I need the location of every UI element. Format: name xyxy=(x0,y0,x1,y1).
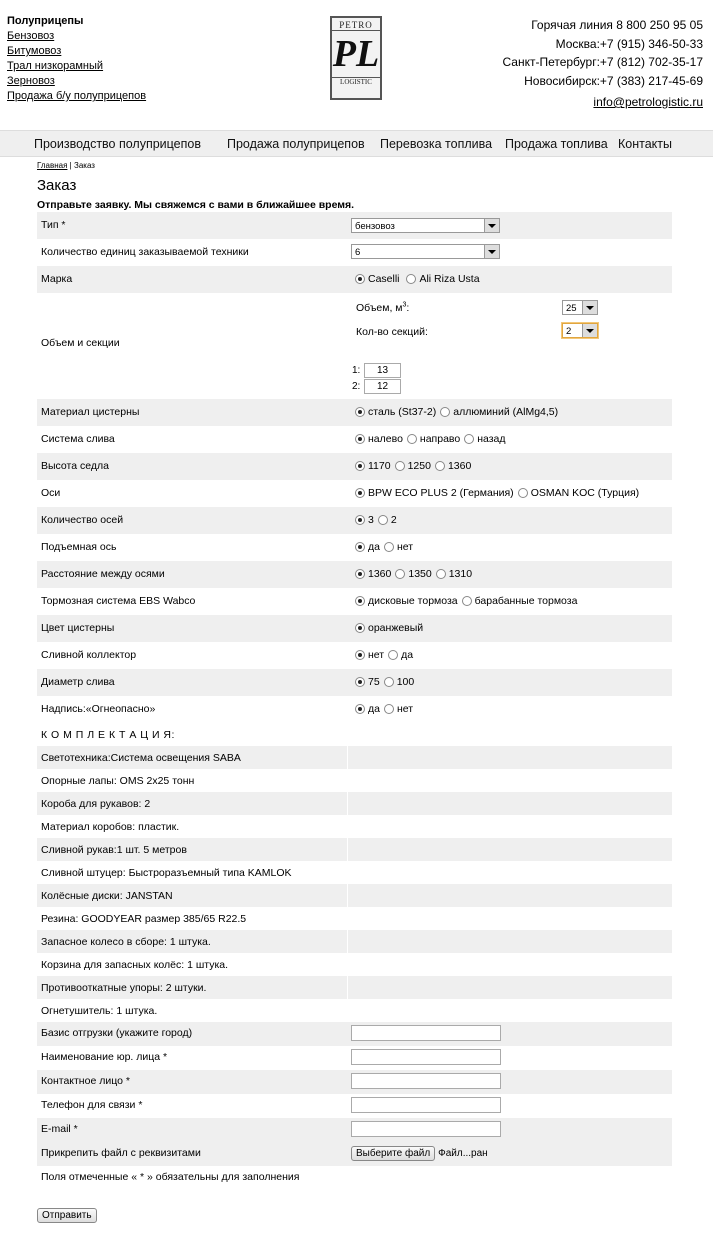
radio-option xyxy=(407,433,460,445)
radio-button[interactable] xyxy=(462,596,472,606)
main-nav xyxy=(0,130,713,157)
radio-option-label: назад xyxy=(477,433,506,446)
quantity-select-value: 6 xyxy=(355,247,361,258)
radio-option xyxy=(378,514,397,526)
contacts xyxy=(502,16,703,112)
radio-option xyxy=(462,595,578,607)
chevron-down-icon xyxy=(582,301,597,314)
kit-item: Сливной рукав:1 шт. 5 метров xyxy=(41,844,187,856)
radio-option-label: 1250 xyxy=(407,460,431,473)
column-divider xyxy=(347,769,348,792)
text-field-label: Базис отгрузки (укажите город) xyxy=(41,1027,193,1039)
submit-button[interactable]: Отправить xyxy=(37,1208,97,1223)
radio-option-label: BPW ECO PLUS 2 (Германия) xyxy=(368,487,514,500)
radio-button[interactable] xyxy=(435,461,445,471)
option-group xyxy=(355,622,427,634)
column-divider xyxy=(347,746,348,769)
radio-button[interactable] xyxy=(355,569,365,579)
phone-novosibirsk: Новосибирск:+7 (383) 217-45-69 xyxy=(524,73,703,88)
option-row-label: Подъемная ось xyxy=(41,541,117,553)
logo[interactable] xyxy=(330,16,382,100)
kit-item-row xyxy=(37,930,672,953)
hotline: Горячая линия 8 800 250 95 05 xyxy=(531,18,703,32)
text-field-input[interactable] xyxy=(351,1121,501,1137)
text-field-input[interactable] xyxy=(351,1073,501,1089)
option-group xyxy=(355,595,581,607)
radio-button[interactable] xyxy=(395,569,405,579)
radio-option-label: 2 xyxy=(390,514,397,527)
text-field-label: Наименование юр. лица * xyxy=(41,1051,168,1063)
option-group xyxy=(355,406,562,418)
text-field-input[interactable] xyxy=(351,1097,501,1113)
option-row-label: Тормозная система EBS Wabco xyxy=(41,595,196,607)
form-row-option xyxy=(37,642,672,669)
nav-contacts[interactable]: Контакты xyxy=(618,137,672,151)
sections-select[interactable] xyxy=(562,323,598,338)
kit-item-row xyxy=(37,792,672,815)
option-group xyxy=(355,676,418,688)
kit-item-row xyxy=(37,884,672,907)
radio-button[interactable] xyxy=(436,569,446,579)
chevron-down-icon xyxy=(582,324,597,337)
brand-radio-ali-riza[interactable] xyxy=(406,274,416,284)
left-menu-link-tral[interactable]: Трал низкорамный xyxy=(7,60,104,72)
radio-option-label: да xyxy=(368,541,380,554)
form-row-type xyxy=(37,212,672,239)
kit-item-row xyxy=(37,976,672,999)
form-row-option xyxy=(37,534,672,561)
text-field-row xyxy=(37,1070,672,1094)
email-link[interactable]: info@petrologistic.ru xyxy=(593,95,703,109)
phone-spb: Санкт-Петербург:+7 (812) 702-35-17 xyxy=(502,55,703,69)
radio-button[interactable] xyxy=(388,650,398,660)
kit-item: Опорные лапы: OMS 2x25 тонн xyxy=(41,775,195,787)
radio-option xyxy=(395,568,431,580)
chevron-down-icon xyxy=(484,219,499,232)
radio-option xyxy=(355,514,374,526)
radio-option-label: оранжевый xyxy=(368,622,424,635)
radio-option-label: нет xyxy=(396,541,414,554)
radio-option-label: 100 xyxy=(396,676,415,689)
kit-item: Резина: GOODYEAR размер 385/65 R22.5 xyxy=(41,913,247,925)
radio-option-label: налево xyxy=(368,433,403,446)
text-field-row xyxy=(37,1022,672,1046)
form-row-option xyxy=(37,588,672,615)
radio-rows xyxy=(37,399,672,723)
text-field-row xyxy=(37,1046,672,1070)
form-row-volume xyxy=(37,293,672,399)
page-title: Заказ xyxy=(37,177,77,194)
radio-button[interactable] xyxy=(355,461,365,471)
breadcrumb xyxy=(37,161,95,170)
radio-option-label: 1310 xyxy=(448,568,473,581)
left-menu-title: Полуприцепы xyxy=(7,15,84,27)
choose-file-button[interactable]: Выберите файл xyxy=(351,1146,435,1161)
left-menu-link-benzovoz[interactable]: Бензовоз xyxy=(7,30,55,42)
section-2-volume-input[interactable]: 12 xyxy=(364,379,401,394)
logo-bottom-text: LOGISTIC xyxy=(332,77,380,86)
radio-button[interactable] xyxy=(355,677,365,687)
quantity-select[interactable] xyxy=(351,244,500,259)
radio-option xyxy=(440,406,558,418)
kit-item: Короба для рукавов: 2 xyxy=(41,798,151,810)
order-form xyxy=(37,212,672,1219)
radio-option-label: нет xyxy=(368,649,385,662)
kit-header-row xyxy=(37,723,672,746)
phone-moscow: Москва:+7 (915) 346-50-33 xyxy=(555,36,703,51)
text-field-input[interactable] xyxy=(351,1049,501,1065)
radio-option xyxy=(355,487,514,499)
kit-item: Светотехника:Система освещения SABA xyxy=(41,752,241,764)
radio-option-label: 75 xyxy=(368,676,380,689)
sections-label: Кол-во секций: xyxy=(356,326,428,338)
radio-option-label: 1360 xyxy=(447,460,472,473)
radio-option-label: 1170 xyxy=(368,460,391,473)
kit-item: Огнетушитель: 1 штука. xyxy=(41,1005,158,1017)
radio-button[interactable] xyxy=(355,407,365,417)
option-row-label: Количество осей xyxy=(41,514,124,526)
radio-button[interactable] xyxy=(518,488,528,498)
radio-button[interactable] xyxy=(378,515,388,525)
form-row-option xyxy=(37,480,672,507)
text-field-row xyxy=(37,1118,672,1142)
option-row-label: Надпись:«Огнеопасно» xyxy=(41,703,156,715)
brand-radio-caselli[interactable] xyxy=(355,274,365,284)
breadcrumb-separator: | xyxy=(67,161,74,170)
type-label: Тип * xyxy=(41,219,66,231)
kit-item-row xyxy=(37,815,672,838)
radio-button[interactable] xyxy=(355,515,365,525)
radio-option-label: да xyxy=(368,703,380,716)
form-row-option xyxy=(37,669,672,696)
radio-option xyxy=(355,460,391,472)
radio-option-label: 3 xyxy=(368,514,374,527)
nav-fuel-transport[interactable]: Перевозка топлива xyxy=(380,137,493,151)
radio-button[interactable] xyxy=(384,677,394,687)
radio-option xyxy=(355,541,380,553)
radio-option xyxy=(355,595,458,607)
option-row-label: Оси xyxy=(41,487,61,499)
radio-option xyxy=(435,460,471,472)
radio-option-label: нет xyxy=(396,703,414,716)
left-menu-link-zernovoz[interactable]: Зерновоз xyxy=(7,75,55,87)
option-group xyxy=(355,433,510,445)
radio-option-label: 1360 xyxy=(368,568,392,581)
radio-button[interactable] xyxy=(355,596,365,606)
option-row-label: Цвет цистерны xyxy=(41,622,115,634)
radio-button[interactable] xyxy=(395,461,405,471)
form-row-option xyxy=(37,507,672,534)
section-1-volume-input[interactable]: 13 xyxy=(364,363,401,378)
brand-option-label: Ali Riza Usta xyxy=(419,273,480,286)
brand-options xyxy=(355,273,484,285)
text-field-label: Контактное лицо * xyxy=(41,1075,130,1087)
volume-select[interactable] xyxy=(562,300,598,315)
form-row-option xyxy=(37,426,672,453)
kit-item-row xyxy=(37,999,672,1022)
column-divider xyxy=(347,815,348,838)
file-status: Файл...ран xyxy=(438,1148,488,1159)
radio-button[interactable] xyxy=(355,542,365,552)
volume-sections-label: Объем и секции xyxy=(41,337,120,349)
radio-option xyxy=(436,568,472,580)
logo-top-text: PETRO xyxy=(332,20,380,31)
radio-option xyxy=(355,433,403,445)
logo-monogram: PL xyxy=(332,33,380,75)
breadcrumb-current: Заказ xyxy=(73,161,95,170)
option-group xyxy=(355,460,475,472)
left-menu xyxy=(7,14,146,104)
column-divider xyxy=(347,976,348,999)
form-row-option xyxy=(37,615,672,642)
option-row-label: Расстояние между осями xyxy=(41,568,165,580)
option-group xyxy=(355,541,417,553)
left-menu-link-bitumovoz[interactable]: Битумовоз xyxy=(7,45,62,57)
sections-select-value: 2 xyxy=(566,326,572,337)
radio-option xyxy=(388,649,413,661)
nav-production[interactable]: Производство полуприцепов xyxy=(34,137,201,151)
text-field-label: Телефон для связи * xyxy=(41,1099,143,1111)
option-row-label: Система слива xyxy=(41,433,115,445)
radio-option xyxy=(518,487,639,499)
radio-button[interactable] xyxy=(355,704,365,714)
radio-button[interactable] xyxy=(440,407,450,417)
kit-item-row xyxy=(37,838,672,861)
radio-option-label: направо xyxy=(419,433,461,446)
option-row-label: Материал цистерны xyxy=(41,406,140,418)
kit-item-row xyxy=(37,907,672,930)
column-divider xyxy=(347,792,348,815)
section-volumes: 1: 13 2: 12 xyxy=(352,363,401,395)
file-label: Прикрепить файл с реквизитами xyxy=(41,1147,201,1159)
option-group xyxy=(355,487,643,499)
form-row-option xyxy=(37,561,672,588)
radio-button[interactable] xyxy=(355,434,365,444)
form-row-option xyxy=(37,453,672,480)
column-divider xyxy=(347,884,348,907)
radio-option xyxy=(355,568,391,580)
brand-option-label: Caselli xyxy=(368,273,400,286)
form-row-brand xyxy=(37,266,672,293)
radio-button[interactable] xyxy=(407,434,417,444)
form-row-option xyxy=(37,399,672,426)
volume-label: Объем, $м^3$: xyxy=(356,301,410,314)
quantity-label: Количество единиц заказываемой техники xyxy=(41,246,249,258)
contact-fields xyxy=(37,1022,672,1142)
radio-button[interactable] xyxy=(384,704,394,714)
form-row-file xyxy=(37,1142,672,1166)
radio-option xyxy=(384,541,413,553)
radio-option xyxy=(384,676,415,688)
header xyxy=(0,0,713,130)
option-row-label: Диаметр слива xyxy=(41,676,115,688)
radio-option xyxy=(355,406,436,418)
breadcrumb-home[interactable]: Главная xyxy=(37,161,68,170)
kit-item: Корзина для запасных колёс: 1 штука. xyxy=(41,959,229,971)
radio-option-label: барабанные тормоза xyxy=(474,595,578,608)
radio-button[interactable] xyxy=(464,434,474,444)
kit-item: Запасное колесо в сборе: 1 штука. xyxy=(41,936,211,948)
kit-item-row xyxy=(37,769,672,792)
kit-item: Материал коробов: пластик. xyxy=(41,821,180,833)
nav-sales[interactable]: Продажа полуприцепов xyxy=(227,137,365,151)
text-field-label: E-mail * xyxy=(41,1123,78,1135)
required-note: Поля отмеченные « * » обязательны для заполнения xyxy=(41,1171,300,1183)
radio-button[interactable] xyxy=(384,542,394,552)
submit-row xyxy=(37,1189,672,1219)
text-field-input[interactable] xyxy=(351,1025,501,1041)
type-select-value: бензовоз xyxy=(355,221,395,232)
radio-button[interactable] xyxy=(355,650,365,660)
kit-item-row xyxy=(37,953,672,976)
option-row-label: Сливной коллектор xyxy=(41,649,137,661)
page-subtitle: Отправьте заявку. Мы свяжемся с вами в ближайшее время. xyxy=(37,199,355,211)
radio-option-label: дисковые тормоза xyxy=(368,595,458,608)
column-divider xyxy=(347,953,348,976)
radio-option xyxy=(464,433,505,445)
nav-fuel-sales[interactable]: Продажа топлива xyxy=(505,137,608,151)
kit-item-row xyxy=(37,861,672,884)
radio-option xyxy=(384,703,413,715)
column-divider xyxy=(347,838,348,861)
radio-option-label: аллюминий (AlMg4,5) xyxy=(453,406,559,419)
brand-label: Марка xyxy=(41,273,73,285)
radio-option xyxy=(355,649,384,661)
form-row-quantity xyxy=(37,239,672,266)
left-menu-link-used[interactable]: Продажа б/у полуприцепов xyxy=(7,90,147,102)
radio-option xyxy=(355,676,380,688)
column-divider xyxy=(347,999,348,1022)
option-group xyxy=(355,514,401,526)
kit-header: К О М П Л Е К Т А Ц И Я: xyxy=(41,729,175,741)
radio-option xyxy=(355,703,380,715)
kit-item: Колёсные диски: JANSTAN xyxy=(41,890,173,902)
kit-item-row xyxy=(37,746,672,769)
chevron-down-icon xyxy=(484,245,499,258)
column-divider xyxy=(347,930,348,953)
radio-option-label: OSMAN KOC (Турция) xyxy=(530,487,640,500)
column-divider xyxy=(347,861,348,884)
type-select[interactable] xyxy=(351,218,500,233)
radio-button[interactable] xyxy=(355,623,365,633)
kit-item: Сливной штуцер: Быстроразъемный типа KAMLOK xyxy=(41,867,292,879)
radio-option-label: сталь (St37-2) xyxy=(368,406,437,419)
option-group xyxy=(355,568,476,580)
form-row-note xyxy=(37,1166,672,1189)
radio-option xyxy=(395,460,431,472)
kit-item: Противооткатные упоры: 2 штуки. xyxy=(41,982,207,994)
option-group xyxy=(355,649,417,661)
kit-list xyxy=(37,746,672,1022)
option-row-label: Высота седла xyxy=(41,460,109,472)
column-divider xyxy=(347,907,348,930)
radio-button[interactable] xyxy=(355,488,365,498)
option-group xyxy=(355,703,417,715)
radio-option-label: 1350 xyxy=(408,568,432,581)
radio-option-label: да xyxy=(401,649,414,662)
volume-select-value: 25 xyxy=(566,303,577,314)
radio-option xyxy=(355,622,423,634)
text-field-row xyxy=(37,1094,672,1118)
form-row-option xyxy=(37,696,672,723)
